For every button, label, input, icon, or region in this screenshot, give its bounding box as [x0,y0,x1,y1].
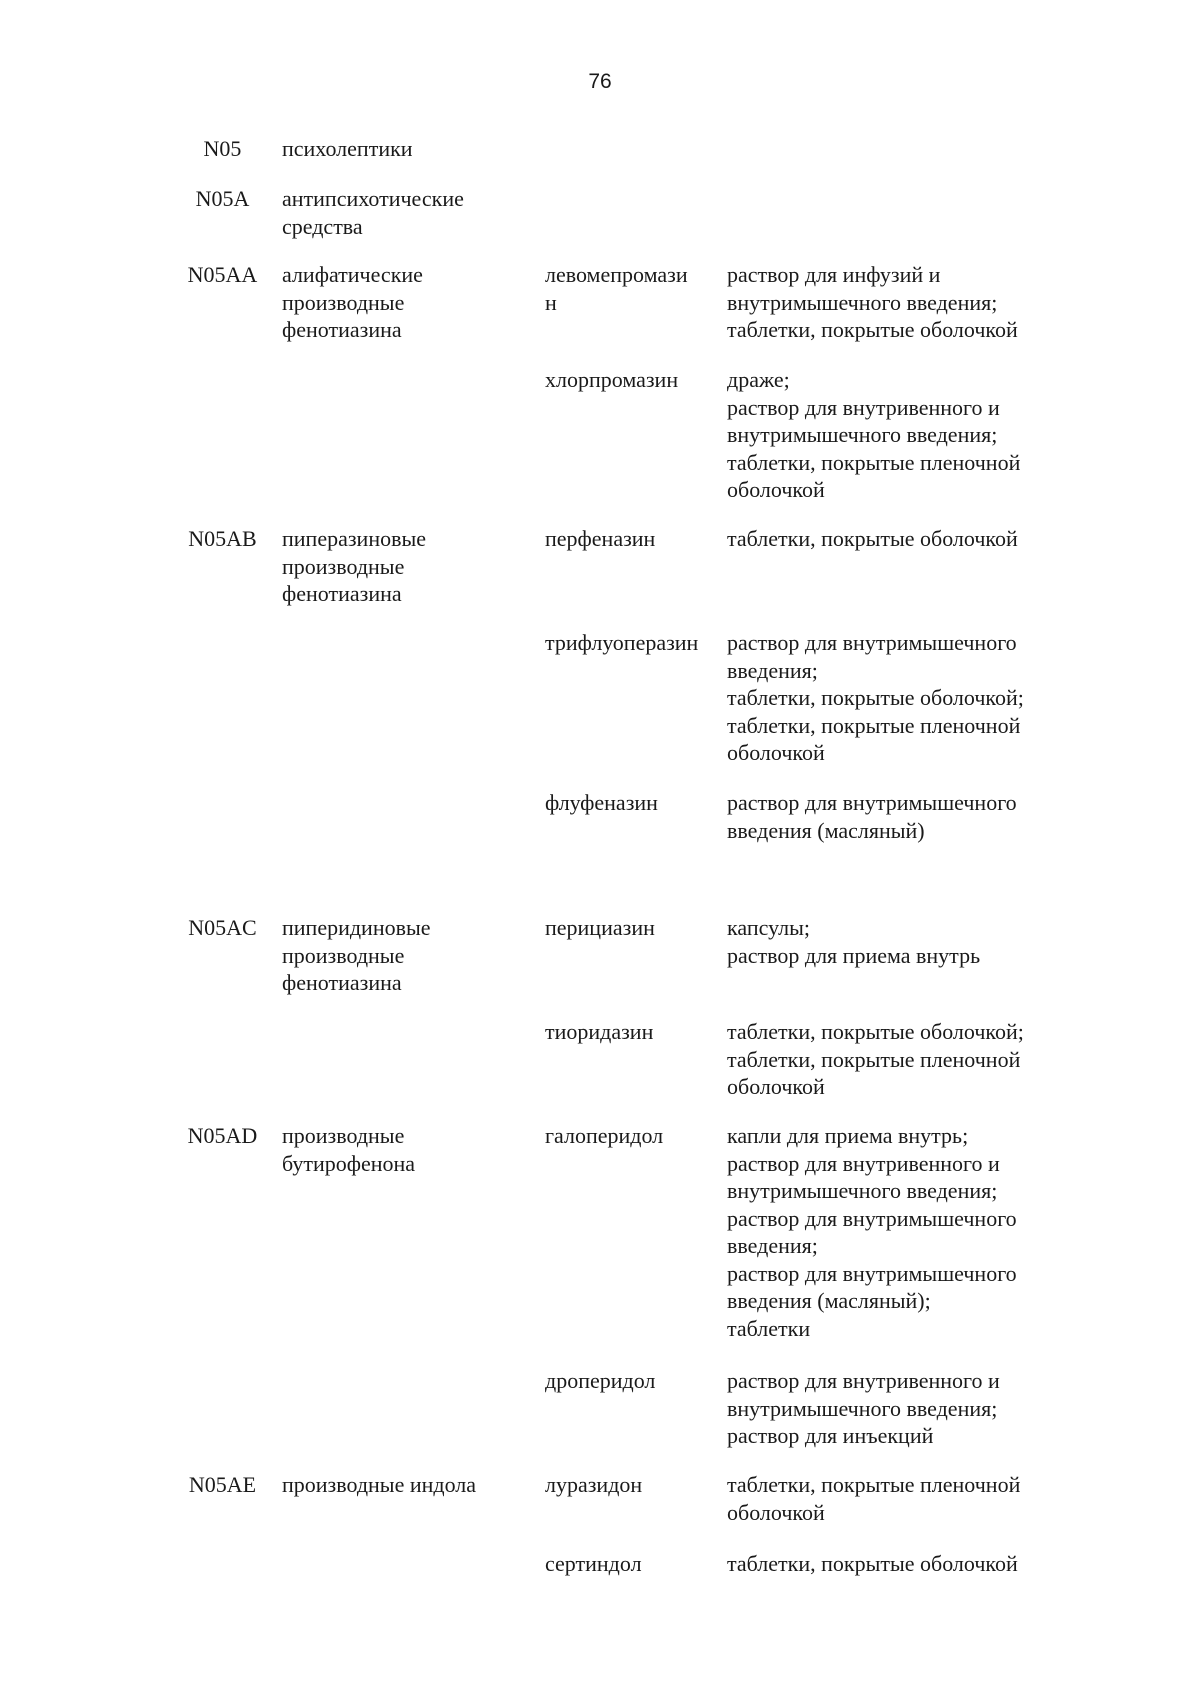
dosage-form [727,914,1107,969]
drug-name-line: трифлуоперазин [545,630,699,655]
drug-name [545,914,730,942]
dosage-form-line: оболочкой [727,477,825,502]
dosage-form-line: введения (масляный) [727,817,925,843]
drug-name [545,1018,730,1046]
drug-name-line: сертиндол [545,1551,642,1576]
dosage-form-line: раствор для внутримышечного [727,630,1017,655]
dosage-form-line: раствор для внутривенного и [727,394,1000,420]
atc-code: N05AC [188,915,257,940]
atc-code: N05AE [188,1472,257,1497]
dosage-form-line: таблетки, покрытые пленочной [727,712,1021,738]
drug-name [545,366,730,394]
dosage-form-line: таблетки, покрытые оболочкой [727,317,1018,342]
group-name [282,1122,532,1177]
drug-name [545,261,730,316]
drug-name [545,525,730,553]
atc-code: N05AB [188,526,257,551]
group-name-line: производные [282,942,405,968]
dosage-form-line: введения; [727,657,818,683]
group-name-line: производные индола [282,1472,477,1497]
drug-name-line: галоперидол [545,1123,664,1148]
dosage-form-line: таблетки [727,1315,811,1341]
group-name-line: бутирофенона [282,1150,416,1176]
drug-name [545,789,730,817]
group-name-line: психолептики [282,136,413,161]
dosage-form-line: оболочкой [727,1499,825,1525]
dosage-form [727,525,1107,553]
dosage-form-line: драже; [727,367,790,392]
drug-name [545,629,730,657]
dosage-form-line: раствор для внутривенного и [727,1368,1000,1393]
group-name [282,914,532,997]
group-name [282,135,532,163]
group-name-line: фенотиазина [282,970,402,995]
dosage-form-line: раствор для внутримышечного [727,790,1017,815]
group-name-line: пиперазиновые [282,526,427,551]
dosage-form [727,789,1107,844]
drug-name-line: флуфеназин [545,790,658,815]
dosage-form-line: оболочкой [727,1074,825,1099]
dosage-form-line: таблетки, покрытые оболочкой [727,526,1018,551]
drug-name-line: хлорпромазин [545,367,679,392]
atc-code: N05 [203,136,242,161]
dosage-form-line: раствор для инъекций [727,1423,934,1448]
dosage-form-line: раствор для внутримышечного [727,1205,1017,1231]
group-name [282,185,532,240]
dosage-form [727,261,1107,344]
group-name [282,525,532,608]
dosage-form-line: внутримышечного введения; [727,1178,998,1203]
dosage-form [727,1471,1107,1526]
group-name-line: алифатические [282,262,423,287]
drug-name [545,1122,730,1150]
group-name-line: фенотиазина [282,317,402,342]
group-name-line: антипсихотические [282,186,464,211]
dosage-form [727,1018,1107,1101]
dosage-form [727,366,1107,504]
dosage-form-line: раствор для внутривенного и [727,1150,1000,1176]
drug-name-line: левомепромази [545,262,688,287]
drug-name [545,1550,730,1578]
dosage-form [727,1550,1107,1578]
dosage-form-line: таблетки, покрытые пленочной [727,1046,1021,1072]
dosage-form-line: таблетки, покрытые пленочной [727,449,1021,475]
dosage-form [727,1122,1107,1342]
group-name [282,1471,532,1499]
dosage-form-line: таблетки, покрытые оболочкой; [727,685,1024,710]
group-name-line: средства [282,213,363,239]
dosage-form-line: внутримышечного введения; [727,422,998,447]
drug-name [545,1367,730,1395]
group-name-line: производные [282,1123,405,1148]
drug-name-line: н [545,289,557,315]
drug-name-line: дроперидол [545,1368,656,1393]
dosage-form-line: раствор для приема внутрь [727,942,981,968]
dosage-form-line: внутримышечного введения; [727,1395,998,1421]
dosage-form [727,629,1107,767]
dosage-form-line: оболочкой [727,740,825,765]
drug-name-line: перфеназин [545,526,656,551]
drug-name-line: перициазин [545,915,655,940]
group-name-line: производные [282,289,405,315]
dosage-form-line: капсулы; [727,915,810,940]
dosage-form-line: введения (масляный); [727,1288,931,1313]
dosage-form-line: раствор для инфузий и [727,262,941,287]
drug-name [545,1471,730,1499]
page-number: 76 [588,70,612,93]
group-name-line: производные [282,553,405,579]
dosage-form [727,1367,1107,1450]
atc-code: N05AA [187,262,258,287]
atc-code: N05A [195,186,250,211]
drug-name-line: тиоридазин [545,1019,654,1044]
drug-name-line: луразидон [545,1472,643,1497]
group-name-line: фенотиазина [282,581,402,606]
dosage-form-line: внутримышечного введения; [727,289,998,315]
dosage-form-line: введения; [727,1233,818,1258]
group-name-line: пиперидиновые [282,915,431,940]
atc-code: N05AD [187,1123,258,1148]
dosage-form-line: таблетки, покрытые пленочной [727,1472,1021,1497]
dosage-form-line: раствор для внутримышечного [727,1260,1017,1286]
dosage-form-line: таблетки, покрытые оболочкой [727,1551,1018,1576]
dosage-form-line: таблетки, покрытые оболочкой; [727,1019,1024,1044]
group-name [282,261,532,344]
dosage-form-line: капли для приема внутрь; [727,1123,969,1148]
